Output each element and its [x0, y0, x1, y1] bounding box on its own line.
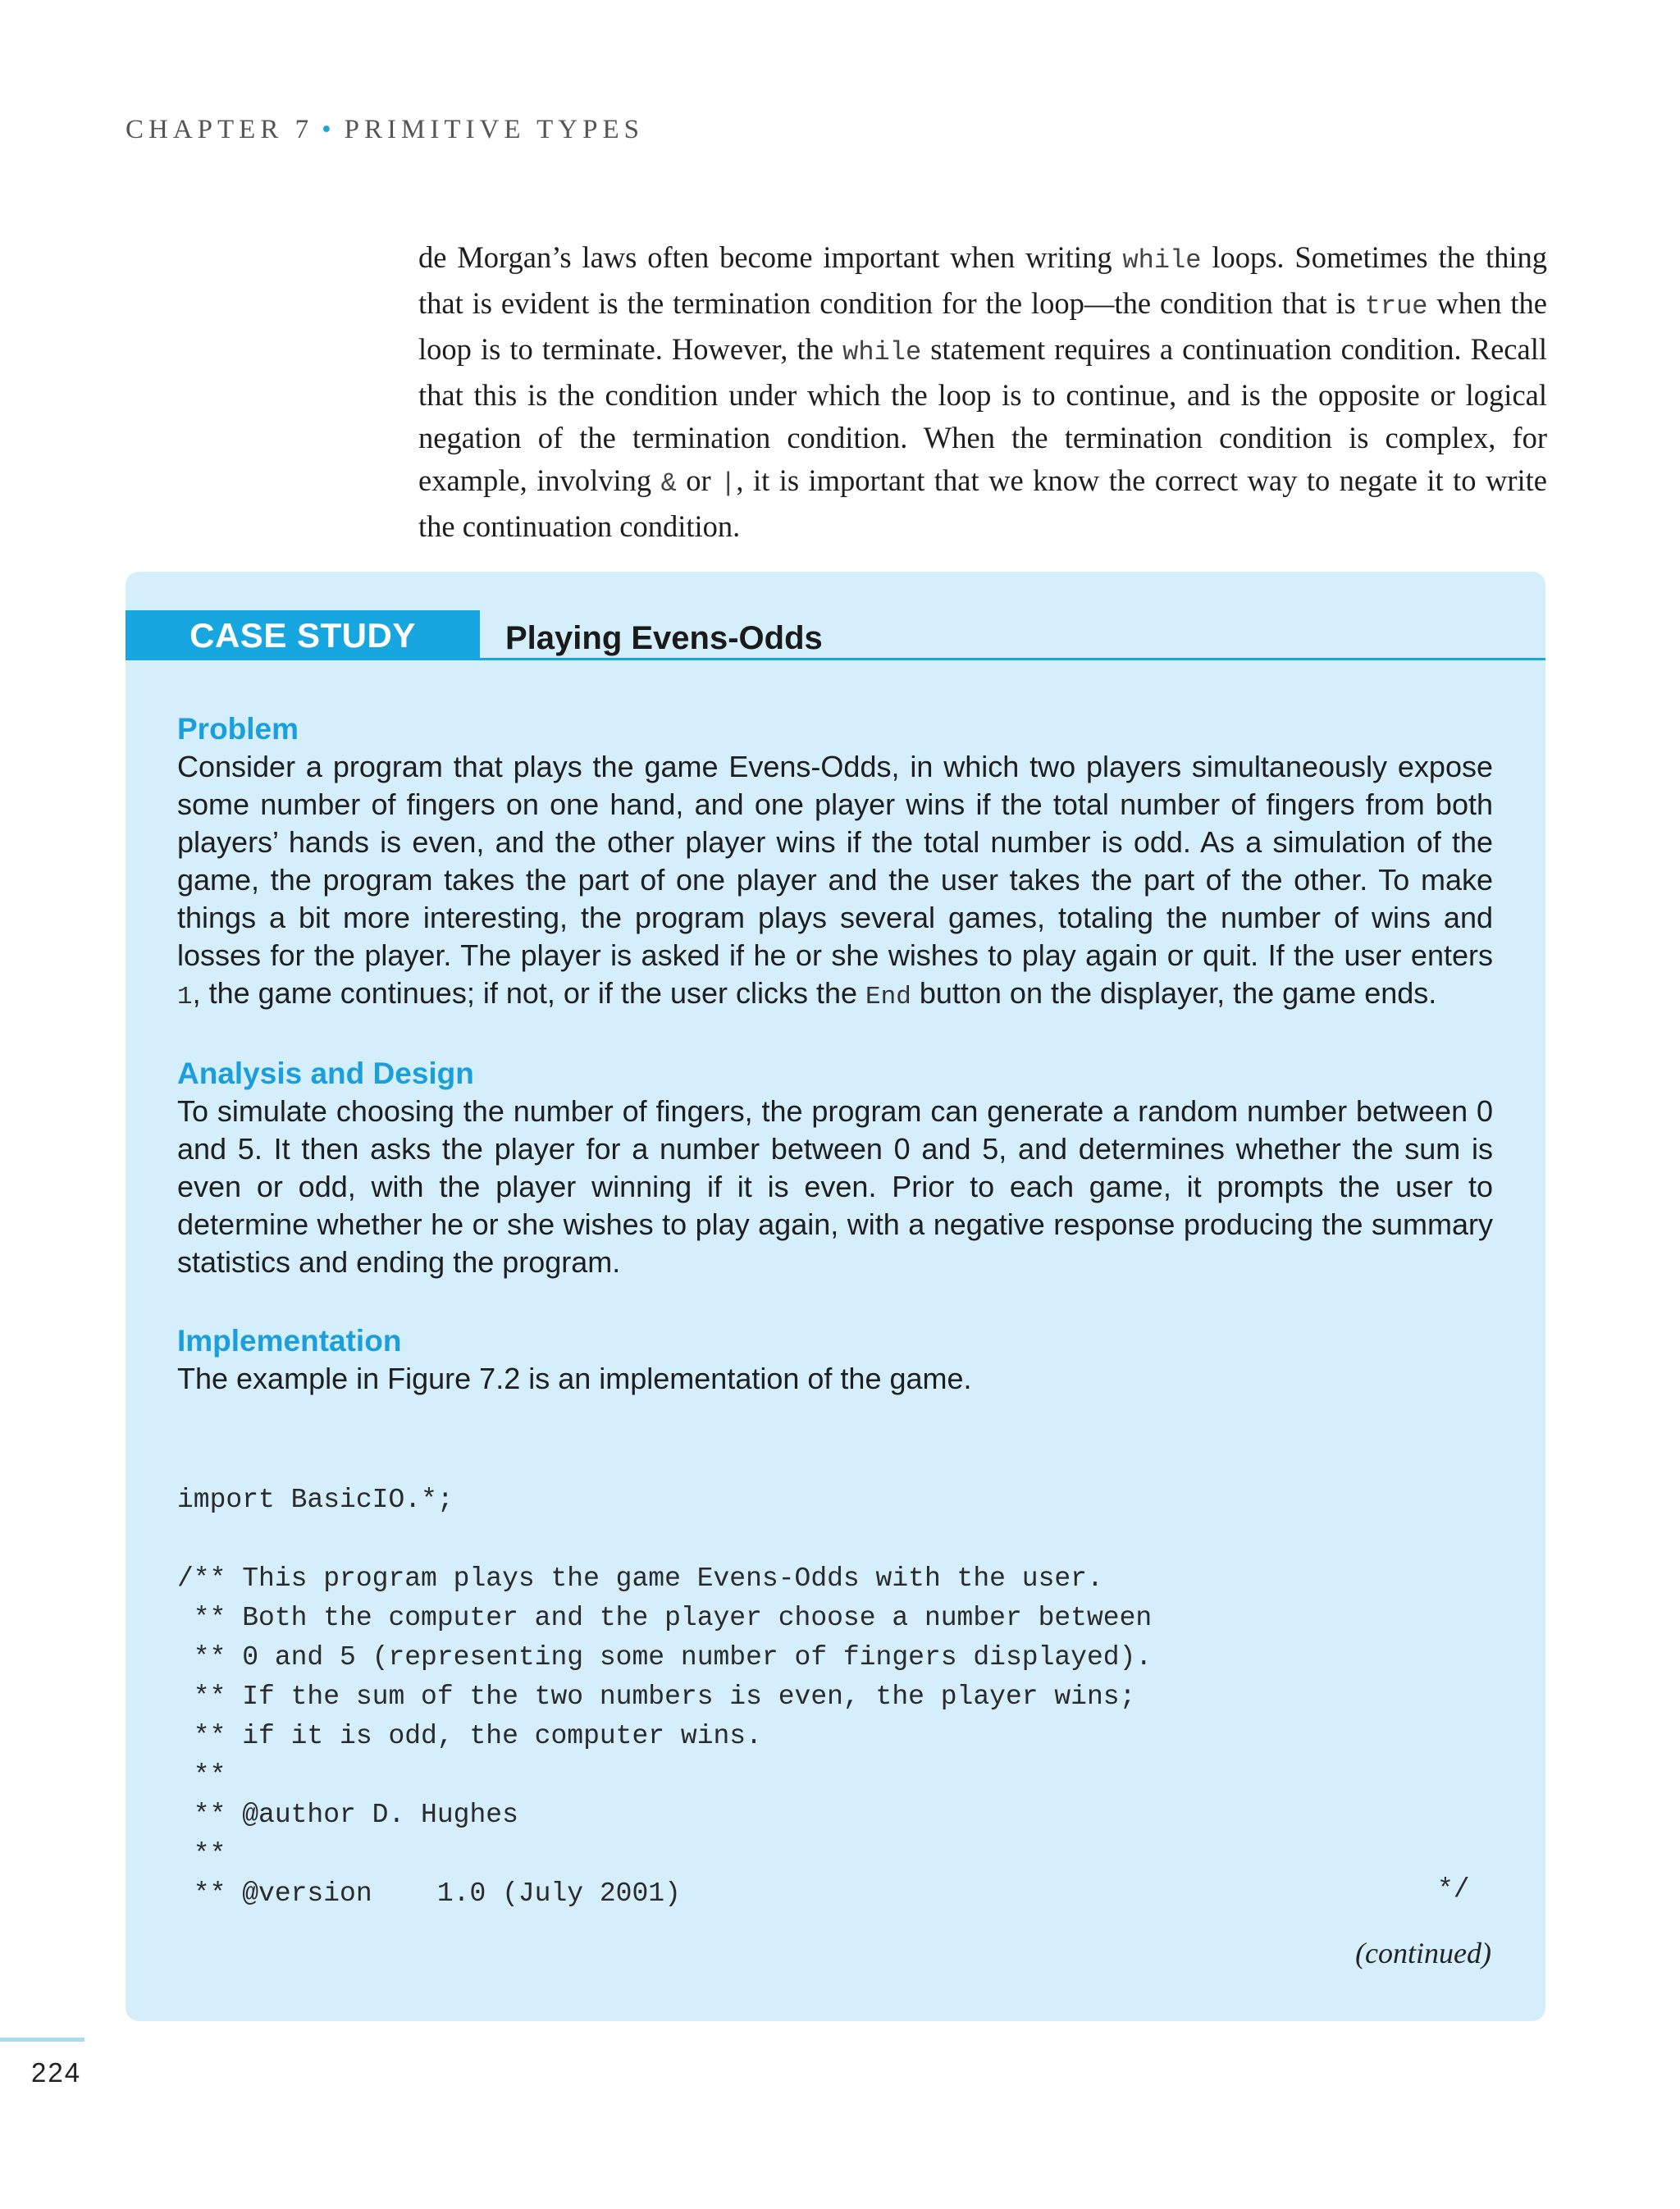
case-study-rule: [480, 658, 1545, 660]
chapter-label: CHAPTER 7: [126, 115, 314, 144]
intro-text-6: , it is important that we know the correct way to negate it to write the continuation condition.: [418, 463, 1548, 543]
code-while-2: while: [842, 337, 922, 367]
code-ampersand: &: [660, 468, 677, 499]
implementation-section: [177, 1322, 1493, 1398]
intro-text: [418, 236, 1547, 548]
code-pipe: |: [720, 468, 737, 499]
analysis-heading: Analysis and Design: [177, 1057, 474, 1090]
page-number-rule: [0, 2038, 84, 2042]
code-end-button: End: [865, 983, 911, 1011]
case-study-tab: CASE STUDY: [126, 610, 480, 660]
intro-text-2: loops. Sometimes the thing that is evident is the termination condition for the loop—the condition that is: [418, 240, 1547, 320]
implementation-heading: Implementation: [177, 1324, 402, 1358]
problem-section: [177, 710, 1493, 1016]
problem-heading: Problem: [177, 712, 299, 746]
case-study-title: Playing Evens-Odds: [505, 620, 823, 656]
analysis-section: [177, 1055, 1493, 1281]
bullet-icon: •: [322, 115, 336, 144]
running-head: [126, 115, 644, 145]
problem-text-a: Consider a program that plays the game Evens-Odds, in which two players simultaneously expose some number of fingers on one hand, and one player wins if the total number of fingers from both players’ hands is even, and the other player wins if the total number is odd. As a simulation of the game, the program takes the part of one player and the user takes the part of the other. To make things a bit more interesting, the program plays several games, totaling the number of wins and losses for the player. The player is asked if he or she wishes to play again or quit. If the user enters: [177, 750, 1493, 972]
problem-text: [177, 748, 1493, 1016]
page-number: 224: [31, 2057, 82, 2088]
chapter-title: PRIMITIVE TYPES: [344, 115, 644, 144]
intro-text-3: when the loop is to terminate. However, the: [418, 286, 1547, 366]
code-listing: import BasicIO.*; /** This program plays the game Evens-Odds with the user. ** Both the computer and the player choose a number between ** 0 and 5 (representing some number of fingers displayed). ** If the sum of the two numbers is even, the player wins; ** if it is odd, the computer wins. ** ** @author D. Hughes ** ** @version 1.0 (July 2001): [177, 1485, 1153, 1909]
code-comment-end: */: [1437, 1874, 1470, 1905]
code-one: 1: [177, 983, 193, 1011]
analysis-text: To simulate choosing the number of fingers, the program can generate a random number between 0 and 5. It then asks the player for a number between 0 and 5, and determines whether the sum is even or odd, with the player winning if it is even. Prior to each game, it prompts the user to determine whether he or she wishes to play again, with a negative response producing the summary statistics and ending the program.: [177, 1094, 1493, 1279]
intro-paragraph: [418, 236, 1547, 548]
intro-text-4: statement requires a continuation condition. Recall that this is the condition under which the loop is to continue, and is the opposite or logical negation of the termination condition. When the termination condition is complex, for example, involving: [418, 332, 1547, 497]
intro-text-1: de Morgan’s laws often become important when writing: [418, 240, 1123, 274]
problem-text-c: button on the displayer, the game ends.: [911, 976, 1437, 1010]
implementation-text: The example in Figure 7.2 is an implementation of the game.: [177, 1362, 972, 1395]
continued-label: (continued): [1355, 1937, 1491, 1969]
code-true: true: [1364, 291, 1428, 322]
code-while: while: [1122, 245, 1202, 276]
intro-text-5: or: [676, 463, 721, 497]
problem-text-b: , the game continues; if not, or if the user clicks the: [192, 976, 866, 1010]
